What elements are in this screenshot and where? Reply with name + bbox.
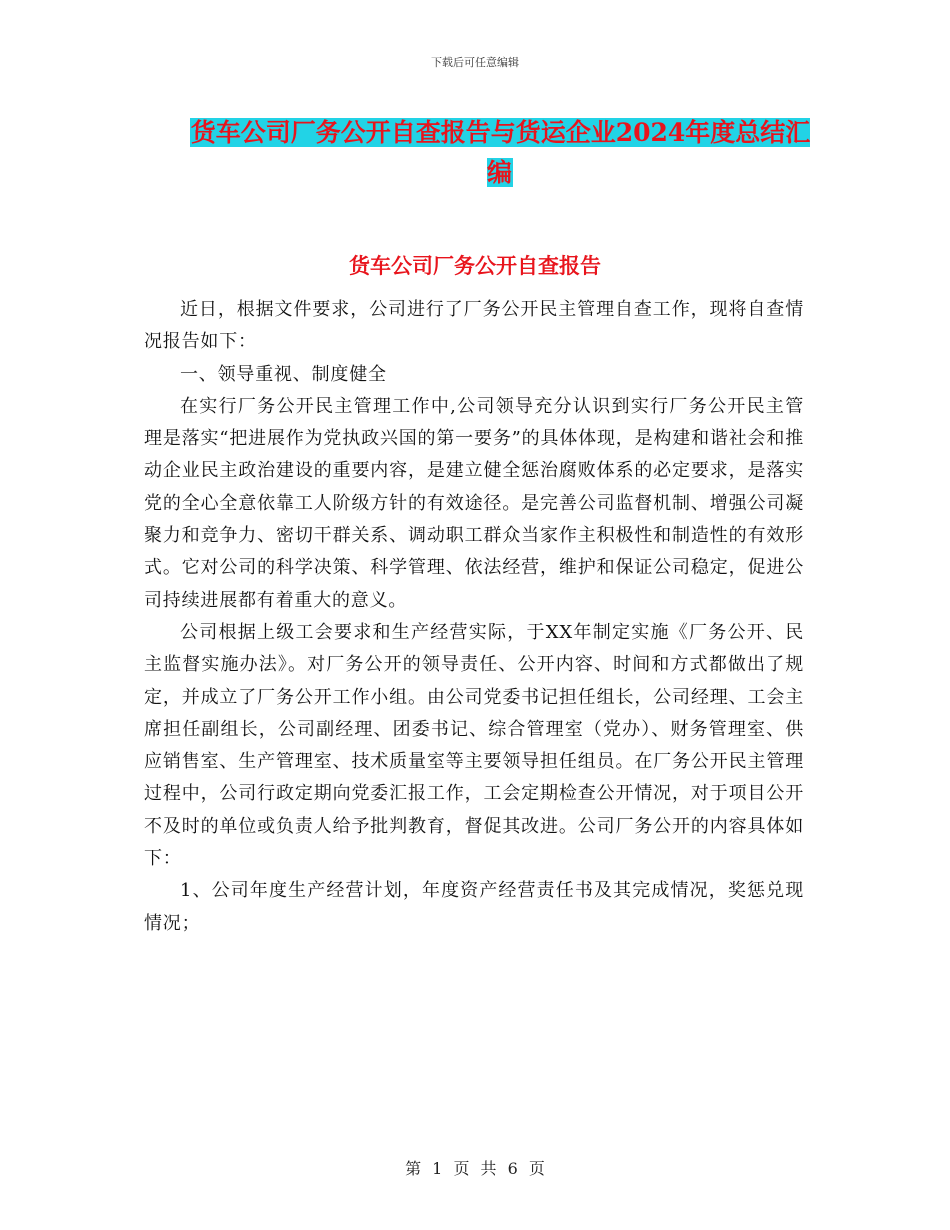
section-title: 货车公司厂务公开自查报告 bbox=[349, 253, 601, 278]
paragraph-intro: 近日，根据文件要求，公司进行了厂务公开民主管理自查工作，现将自查情况报告如下： bbox=[144, 299, 804, 353]
paragraph-organization: 公司根据上级工会要求和生产经营实际，于XX年制定实施《厂务公开、民主监督实施办法》。对厂务公开的领导责任、公开内容、时间和方式都做出了规定，并成立了厂务公开工作小组。由公司党委书记担任组长，公司经理、工会主席担任副组长，公司副经理、团委书记、综合管理室（党办）、财务管理室、供应销售室、生产管理室、技术质量室等主要领导担任组员。在厂务公开民主管理过程中，公司行政定期向党委汇报工作，工会定期检查公开情况，对于项目公开不及时的单位或负责人给予批判教育，督促其改进。公司厂务公开的内容具体如下： bbox=[144, 621, 804, 870]
paragraph-leadership: 在实行厂务公开民主管理工作中,公司领导充分认识到实行厂务公开民主管理是落实“把进展作为党执政兴国的第一要务”的具体体现，是构建和谐社会和推动企业民主政治建设的重要内容，是建立健全惩治腐败体系的必定要求，是落实党的全心全意依靠工人阶级方针的有效途径。是完善公司监督机制、增强公司凝聚力和竞争力、密切干群关系、调动职工群众当家作主积极性和制造性的有效形式。它对公司的科学决策、科学管理、依法经营，维护和保证公司稳定，促进公司持续进展都有着重大的意义。 bbox=[144, 395, 804, 611]
paragraph-heading-1: 一、领导重视、制度健全 bbox=[180, 363, 387, 385]
document-title-text: 货车公司厂务公开自查报告与货运企业2024年度总结汇编 bbox=[190, 118, 811, 187]
document-title bbox=[180, 113, 820, 193]
document-body bbox=[144, 294, 804, 940]
download-note: 下载后可任意编辑 bbox=[431, 56, 519, 69]
page-number: 第 1 页 共 6 页 bbox=[405, 1159, 545, 1178]
paragraph-item-1: 1、公司年度生产经营计划，年度资产经营责任书及其完成情况，奖惩兑现情况； bbox=[144, 880, 804, 934]
